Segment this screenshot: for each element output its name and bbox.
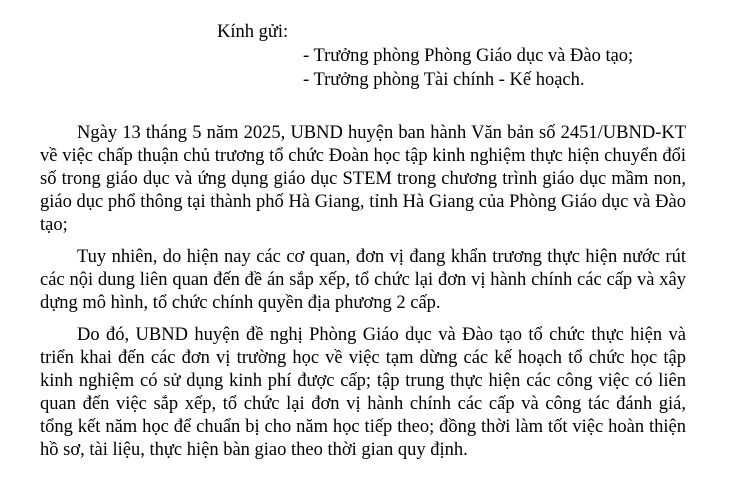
body-paragraph: Do đó, UBND huyện đề nghị Phòng Giáo dục và Đào tạo tổ chức thực hiện và triển khai đến các đơn vị trường học về việc tạm dừng các kế hoạch tổ chức học tập kinh nghiệm có sử dụng kinh phí được cấp; tập trung thực hiện các công việc có liên quan đến việc sắp xếp, tổ chức lại đơn vị hành chính các cấp và công tác đánh giá, tổng kết năm học để chuẩn bị cho năm học tiếp theo; đồng thời làm tốt việc hoàn thiện hồ sơ, tài liệu, thực hiện bàn giao theo thời gian quy định. (40, 325, 686, 460)
body-paragraph: Tuy nhiên, do hiện nay các cơ quan, đơn vị đang khẩn trương thực hiện nước rút các nội dung liên quan đến đề án sắp xếp, tổ chức lại đơn vị hành chính các cấp và xây dựng mô hình, tổ chức chính quyền địa phương 2 cấp. (40, 247, 686, 313)
body-paragraph: Ngày 13 tháng 5 năm 2025, UBND huyện ban hành Văn bản số 2451/UBND-KT về việc chấp thuận chủ trương tổ chức Đoàn học tập kinh nghiệm thực hiện chuyển đổi số trong giáo dục và ứng dụng giáo dục STEM trong chương trình giáo dục mầm non, giáo dục phổ thông tại thành phố Hà Giang, tỉnh Hà Giang của Phòng Giáo dục và Đào tạo; (40, 123, 686, 235)
recipient-list (303, 44, 633, 92)
document-body (40, 122, 686, 471)
recipient-item: - Trưởng phòng Tài chính - Kế hoạch. (303, 70, 585, 90)
recipient-item: - Trưởng phòng Phòng Giáo dục và Đào tạo; (303, 46, 634, 66)
salutation: Kính gửi: (217, 22, 289, 42)
